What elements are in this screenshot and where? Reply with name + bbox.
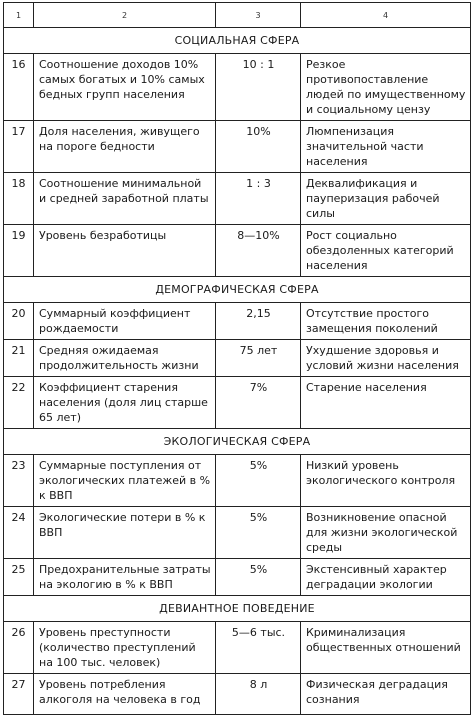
section-header-row [4,429,471,455]
threshold-value-cell: 8 л [216,674,301,715]
consequence-cell: Рост социально обездоленных категорий населения [301,225,471,277]
threshold-value-cell: 1 : 3 [216,173,301,225]
table-row [4,455,471,507]
indicator-cell: Средняя ожидаемая продолжительность жизни [34,340,216,377]
indicator-cell: Экологические потери в % к ВВП [34,507,216,559]
consequence-cell: Деквалификация и пауперизация рабочей силы [301,173,471,225]
section-title: СОЦИАЛЬНАЯ СФЕРА [4,28,471,54]
row-number: 27 [4,674,34,715]
threshold-value-cell: 5—6 тыс. [216,622,301,674]
indicator-cell: Суммарные поступления от экологических платежей в % к ВВП [34,455,216,507]
row-number: 26 [4,622,34,674]
table-row [4,340,471,377]
section-header-row [4,596,471,622]
consequence-cell: Люмпенизация значительной части населения [301,121,471,173]
column-number-row [4,3,471,28]
row-number: 19 [4,225,34,277]
row-number: 25 [4,559,34,596]
section-title: ДЕМОГРАФИЧЕСКАЯ СФЕРА [4,277,471,303]
row-number: 24 [4,507,34,559]
indicator-cell: Соотношение доходов 10% самых богатых и 10% самых бедных групп населения [34,54,216,121]
section-title: ДЕВИАНТНОЕ ПОВЕДЕНИЕ [4,596,471,622]
row-number: 21 [4,340,34,377]
section-title: ЭКОЛОГИЧЕСКАЯ СФЕРА [4,429,471,455]
row-number: 20 [4,303,34,340]
section-header-row [4,277,471,303]
consequence-cell: Экстенсивный характер деградации экологии [301,559,471,596]
table-row [4,674,471,715]
row-number: 18 [4,173,34,225]
indicator-cell: Уровень безработицы [34,225,216,277]
consequence-cell: Ухудшение здоровья и условий жизни населения [301,340,471,377]
section-header-row [4,28,471,54]
table-row [4,507,471,559]
threshold-value-cell: 5% [216,559,301,596]
indicator-cell: Соотношение минимальной и средней заработной платы [34,173,216,225]
column-number: 3 [216,3,301,28]
threshold-value-cell: 8—10% [216,225,301,277]
table-row [4,559,471,596]
indicator-cell: Суммарный коэффициент рождаемости [34,303,216,340]
column-number: 1 [4,3,34,28]
table-row [4,54,471,121]
table-row [4,173,471,225]
row-number: 16 [4,54,34,121]
table-row [4,303,471,340]
consequence-cell: Старение населения [301,377,471,429]
threshold-value-cell: 7% [216,377,301,429]
consequence-cell: Криминализация общественных отношений [301,622,471,674]
indicator-cell: Доля населения, живущего на пороге бедности [34,121,216,173]
indicator-cell: Предохранительные затраты на экологию в % к ВВП [34,559,216,596]
column-number: 4 [301,3,471,28]
threshold-value-cell: 2,15 [216,303,301,340]
threshold-value-cell: 10% [216,121,301,173]
threshold-value-cell: 5% [216,507,301,559]
consequence-cell: Низкий уровень экологического контроля [301,455,471,507]
consequence-cell: Физическая деградация сознания [301,674,471,715]
indicator-cell: Уровень потребления алкоголя на человека в год [34,674,216,715]
indicator-cell: Уровень преступности (количество преступлений на 100 тыс. человек) [34,622,216,674]
consequence-cell: Отсутствие простого замещения поколений [301,303,471,340]
row-number: 23 [4,455,34,507]
threshold-value-cell: 5% [216,455,301,507]
threshold-value-cell: 10 : 1 [216,54,301,121]
consequence-cell: Возникновение опасной для жизни экологической среды [301,507,471,559]
row-number: 17 [4,121,34,173]
indicators-table [3,2,471,715]
consequence-cell: Резкое противопоставление людей по имущественному и социальному цензу [301,54,471,121]
table-row [4,225,471,277]
indicator-cell: Коэффициент старения населения (доля лиц старше 65 лет) [34,377,216,429]
table-row [4,622,471,674]
threshold-value-cell: 75 лет [216,340,301,377]
row-number: 22 [4,377,34,429]
table-row [4,377,471,429]
column-number: 2 [34,3,216,28]
table-row [4,121,471,173]
